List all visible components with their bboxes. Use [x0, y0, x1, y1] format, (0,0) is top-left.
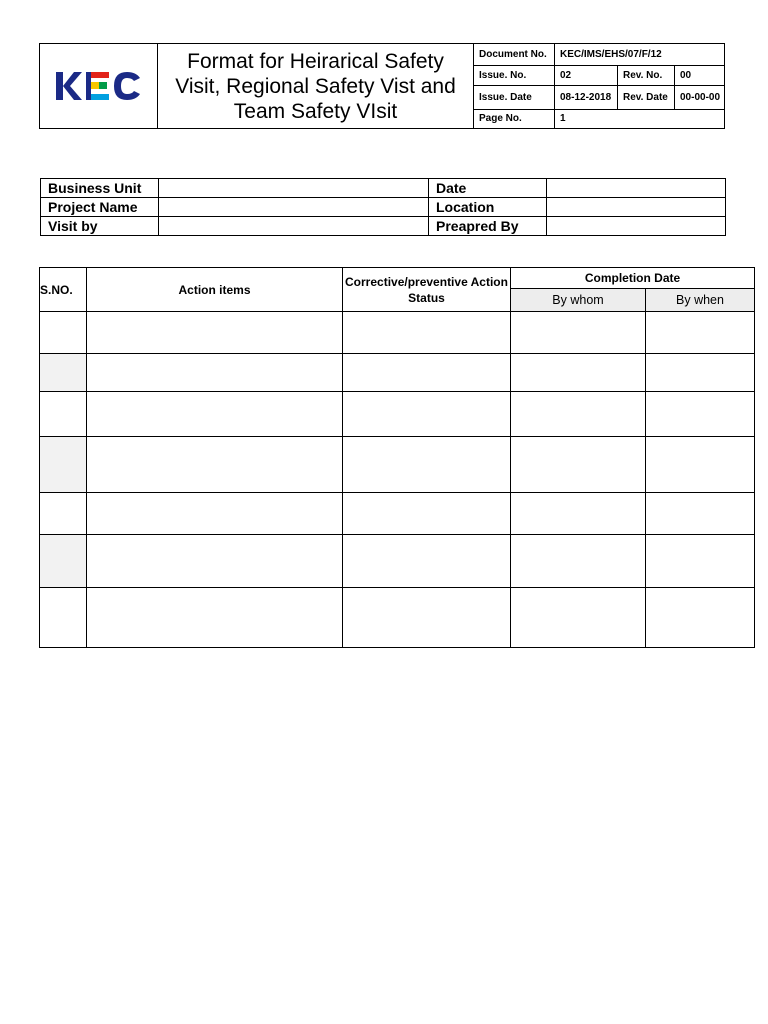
by-when-cell[interactable] [646, 354, 755, 392]
issue-date-label: Issue. Date [474, 86, 555, 109]
action-item-cell[interactable] [87, 354, 343, 392]
document-header [39, 43, 725, 129]
status-cell[interactable] [343, 392, 511, 437]
status-cell[interactable] [343, 354, 511, 392]
by-when-cell[interactable] [646, 312, 755, 354]
by-whom-cell[interactable] [511, 535, 646, 588]
by-whom-header: By whom [511, 289, 646, 312]
sno-cell[interactable] [40, 392, 87, 437]
action-item-cell[interactable] [87, 312, 343, 354]
action-item-cell[interactable] [87, 493, 343, 535]
sno-cell[interactable] [40, 437, 87, 493]
by-whom-cell[interactable] [511, 493, 646, 535]
kec-logo [56, 70, 142, 102]
table-row [40, 588, 755, 648]
document-no-value: KEC/IMS/EHS/07/F/12 [555, 44, 725, 66]
sno-cell[interactable] [40, 535, 87, 588]
by-whom-cell[interactable] [511, 312, 646, 354]
sno-cell[interactable] [40, 312, 87, 354]
status-header: Corrective/preventive Action Status [343, 268, 511, 312]
rev-no-value: 00 [675, 66, 725, 86]
visit-info-table [40, 178, 726, 236]
visit-by-field[interactable] [159, 217, 429, 236]
action-items-header: Action items [87, 268, 343, 312]
table-row [40, 312, 755, 354]
action-item-cell[interactable] [87, 535, 343, 588]
by-when-cell[interactable] [646, 392, 755, 437]
prepared-by-label: Preapred By [429, 217, 547, 236]
document-no-label: Document No. [474, 44, 555, 66]
project-name-label: Project Name [41, 198, 159, 217]
action-item-cell[interactable] [87, 588, 343, 648]
page-no-label: Page No. [474, 109, 555, 128]
sno-cell[interactable] [40, 354, 87, 392]
rev-date-label: Rev. Date [618, 86, 675, 109]
table-row [40, 354, 755, 392]
business-unit-field[interactable] [159, 179, 429, 198]
table-row [40, 535, 755, 588]
completion-date-header: Completion Date [511, 268, 755, 289]
date-label: Date [429, 179, 547, 198]
action-item-cell[interactable] [87, 437, 343, 493]
prepared-by-field[interactable] [547, 217, 726, 236]
location-field[interactable] [547, 198, 726, 217]
logo-cell [40, 44, 158, 129]
by-when-cell[interactable] [646, 493, 755, 535]
by-whom-cell[interactable] [511, 354, 646, 392]
sno-header: S.NO. [40, 268, 87, 312]
issue-no-label: Issue. No. [474, 66, 555, 86]
rev-date-value: 00-00-00 [675, 86, 725, 109]
action-items-table [39, 267, 755, 648]
by-when-cell[interactable] [646, 588, 755, 648]
by-when-cell[interactable] [646, 437, 755, 493]
by-whom-cell[interactable] [511, 392, 646, 437]
table-row [40, 392, 755, 437]
location-label: Location [429, 198, 547, 217]
status-cell[interactable] [343, 588, 511, 648]
table-row [40, 437, 755, 493]
action-item-cell[interactable] [87, 392, 343, 437]
project-name-field[interactable] [159, 198, 429, 217]
by-when-cell[interactable] [646, 535, 755, 588]
page-no-value: 1 [555, 109, 725, 128]
logo-text: KEC [55, 70, 58, 71]
by-whom-cell[interactable] [511, 588, 646, 648]
issue-no-value: 02 [555, 66, 618, 86]
status-cell[interactable] [343, 312, 511, 354]
sno-cell[interactable] [40, 493, 87, 535]
status-cell[interactable] [343, 437, 511, 493]
issue-date-value: 08-12-2018 [555, 86, 618, 109]
visit-by-label: Visit by [41, 217, 159, 236]
status-cell[interactable] [343, 535, 511, 588]
business-unit-label: Business Unit [41, 179, 159, 198]
rev-no-label: Rev. No. [618, 66, 675, 86]
document-title: Format for Heirarical Safety Visit, Regional Safety Vist and Team Safety VIsit [158, 44, 474, 129]
by-when-header: By when [646, 289, 755, 312]
by-whom-cell[interactable] [511, 437, 646, 493]
status-cell[interactable] [343, 493, 511, 535]
table-row [40, 493, 755, 535]
date-field[interactable] [547, 179, 726, 198]
sno-cell[interactable] [40, 588, 87, 648]
